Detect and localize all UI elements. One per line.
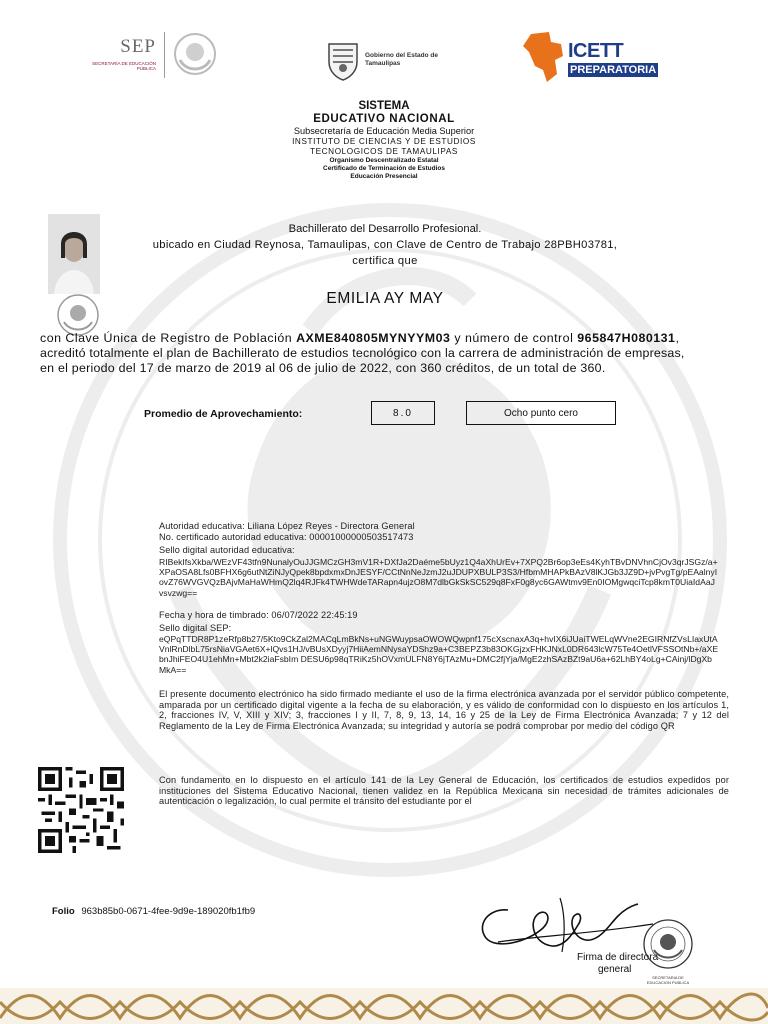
plan-paragraph: acreditó totalmente el plan de Bachillerato de estudios tecnológico con la carrera de administración de empresas,: [40, 346, 685, 360]
title-tecnologicos: TECNOLOGICOS DE TAMAULIPAS: [310, 147, 458, 156]
sello-sep-label: Sello digital SEP:: [159, 623, 232, 633]
curp-value: AXME840805MYNYYM03: [296, 331, 451, 345]
student-photo-silhouette-icon: [48, 214, 100, 294]
sello-sep-value: eQPqTTDR8P1zeRfp8b27/5Kto9CkZal2MACqLmBkNs+uNGWuypsaOWOWQwpnf175cXscnaxA3q+hvIX6iJUaiTWELqWVne2EGIRNfZVsLIaxUtAVnlRnDlbL75rsNiaVGAet6X+lQvs1HJ/vBUsXDyyj7HiiAemNNysaYDShz9a+C3BEPZ3b83OKGjzxFHKJNxL0DR643lcW75Te4OetlVFSSOtNb+/aXEbnJhiFEO4U1ehMn+Mbt2k2iaFsbIm DESU6p98qTRiKz5hOVxmULFN8Y6jTAzMu+DMC2fjYja/MgE2zhSAzBZt9aU6a+62LhBY4oLg+CAinj/lDgXbMkA==: [159, 634, 719, 675]
sep-seal: [642, 918, 694, 988]
title-instituto: INSTITUTO DE CIENCIAS Y DE ESTUDIOS: [292, 137, 476, 146]
title-subsecretaria: Subsecretaría de Educación Media Superior: [293, 126, 475, 136]
student-name: EMILIA AY MAY: [326, 290, 444, 307]
curp-paragraph: [40, 331, 728, 345]
sep-logo-text: SEP: [120, 36, 156, 57]
grade-label: Promedio de Aprovechamiento:: [144, 408, 303, 420]
folio-value: 963b85b0-0671-4fee-9d9e-189020fb1fb9: [81, 906, 256, 917]
title-educativo-nacional: EDUCATIVO NACIONAL: [313, 113, 455, 125]
fecha-timbrado: Fecha y hora de timbrado: 06/07/2022 22:45:19: [159, 610, 358, 620]
title-educacion-presencial: Educación Presencial: [350, 173, 418, 180]
folio-label: Folio: [52, 906, 75, 917]
decorative-border: [0, 988, 768, 1024]
icett-logo-text: ICETT: [568, 40, 624, 62]
curp-suffix: ,: [675, 331, 680, 345]
verification-qr-code[interactable]: [38, 767, 124, 853]
sep-logo-subtext: SECRETARÍA DE EDUCACIÓN PÚBLICA: [92, 61, 156, 71]
tamaulipas-map-icon: [521, 30, 571, 84]
sep-seal-text: SECRETARIA DE EDUCACION PUBLICA: [646, 975, 690, 985]
student-photo: [48, 214, 100, 294]
title-organismo: Organismo Descentralizado Estatal: [329, 157, 439, 164]
curp-prefix: con Clave Única de Registro de Población: [40, 331, 297, 345]
autoridad-educativa: Autoridad educativa: Liliana López Reyes - Directora General: [159, 521, 415, 531]
grade-text-box: Ocho punto cero: [466, 401, 616, 425]
certificado-autoridad: No. certificado autoridad educativa: 00001000000503517473: [159, 532, 414, 542]
folio: [52, 906, 255, 917]
icett-logo-subtext: PREPARATORIA: [570, 64, 657, 76]
control-number: 965847H080131: [577, 331, 676, 345]
sello-label: Sello digital autoridad educativa:: [159, 545, 295, 555]
certifica-que: certifica que: [352, 255, 418, 267]
period-paragraph: en el periodo del 17 de marzo de 2019 al 06 de julio de 2022, con 360 créditos, de un total de 360.: [40, 361, 606, 375]
legal-notice-firma: El presente documento electrónico ha sido firmado mediante el uso de la firma electrónica avanzada por el servidor público competente, amparada por un certificado digital vigente a la fecha de su elaboración, y es válido de conformidad con lo dispuesto en los artículos 1, 2, fracciones IV, V, XIII y XIV; 3, fracciones I y II, 7, 8, 9, 13, 14, 16 y 25 de la Ley de Firma Electrónica Avanzada; 7 y 12 del Reglamento de la Ley de Firma Electrónica Avanzada; su integridad y autoría se podrá comprobar por medio del código QR: [159, 689, 729, 731]
firma-label-line2: general: [598, 964, 632, 975]
control-prefix: y número de control: [450, 331, 578, 345]
gobierno-tamaulipas-text: Gobierno del Estado de Tamaulipas: [365, 52, 438, 67]
sep-seal-icon: [642, 918, 694, 970]
mexico-shield-icon: [172, 30, 218, 78]
title-certificado: Certificado de Terminación de Estudios: [323, 165, 445, 172]
sep-logo: [72, 36, 162, 76]
grade-value-box: 8.0: [371, 401, 435, 425]
program-name: Bachillerato del Desarrollo Profesional.: [288, 223, 482, 235]
firma-label-line1: Firma de directora: [577, 952, 659, 963]
title-block: [234, 100, 534, 181]
legal-notice-validez: Con fundamento en lo dispuesto en el artículo 141 de la Ley General de Educación, los certificados de estudios expedidos por instituciones del Sistema Educativo Nacional, tienen validez en la República Mexicana sin necesidad de trámites adicionales de autenticación o legalización, lo cual permite el tránsito del estudiante por el: [159, 775, 729, 806]
sep-divider: [164, 32, 165, 78]
title-sistema: SISTEMA: [358, 100, 410, 112]
tamaulipas-shield-icon: [325, 40, 361, 82]
school-location: ubicado en Ciudad Reynosa, Tamaulipas, con Clave de Centro de Trabajo 28PBH03781,: [152, 239, 618, 251]
sello-value: RIBekIfsXkba/WEzVF43tfn9NunalyOuJJGMCzGH3mV1R+DXfJa2Daéme5bUyz1Q4aXhUrEv+7XPQ2Br6op3eEs4KyhTBvDNVhnCjOv3qrJSGz/a+XPaOSA8Lfs0BFHX6g6utNtZiNJyQpek8bpdxmxDnJESYF/CCtNnNeJzmJ2uJDUPXBULP3S3/HfbmMHAPkBAzV8lKJGb3JZ9D+jvPvgTg/pEAalnyIovZ76WVGVQzBAjvMaHaWHmQ2lq4RJFk4TWHWdeTARapn4ujzO8M7dlbGkSkSC529q8FxF0g8yc6GAWtmv9En0IOMgwqciTcp8kmT0UiaIdAaJvsvzwg==: [159, 557, 718, 598]
handwritten-signature: [468, 880, 668, 960]
